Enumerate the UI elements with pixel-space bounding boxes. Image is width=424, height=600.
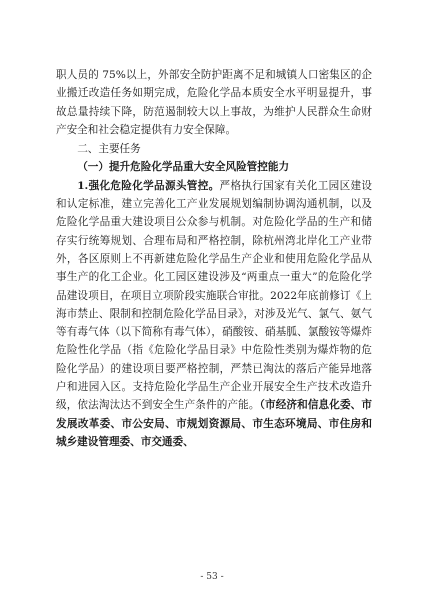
item-1-paragraph xyxy=(56,177,372,451)
page-number: - 53 - xyxy=(200,572,224,582)
item-1-title: 1.强化危险化学品源头管控。 xyxy=(77,179,220,192)
subsection-heading: （一）提升危险化学品重大安全风险管控能力 xyxy=(77,161,290,174)
section-heading: 二、主要任务 xyxy=(77,143,141,156)
item-1-departments: （市经济和信息化委、市发展改革委、市公安局、市规划资源局、市生态环境局、市住房和城乡建设管理委、市交通委、 xyxy=(56,399,372,448)
document-body xyxy=(56,66,372,451)
continuation-paragraph: 职人员的 75%以上，外部安全防护距离不足和城镇人口密集区的企业搬迁改造任务如期完成，危险化学品本质安全水平明显提升，事故总量持续下降，防范遏制较大以上事故，为维护人民群众生命财产安全和社会稳定提供有力安全保障。 xyxy=(56,69,372,136)
item-1-body: 严格执行国家有关化工园区建设和认定标准，建立完善化工产业发展规划编制协调沟通机制，以及危险化学品重大建设项目公众参与机制。对危险化学品的生产和储存实行统筹规划、合理布局和严格控制，除杭州湾北岸化工产业带外，各区原则上不再新建危险化学品生产企业和使用危险化学品从事生产的化工企业。化工园区建设涉及“两重点一重大”的危险化学品建设项目，在项目立项阶段实施联合审批。2022年底前修订《上海市禁止、限制和控制危险化学品目录》，对涉及光气、氯气、氨气等有毒气体（以下简称有毒气体），硝酸铵、硝基胍、氯酸铵等爆炸危险性化学品（指《危险化学品目录》中危险性类别为爆炸物的危险化学品）的建设项目要严格控制，严禁已淘汰的落后产能异地落户和进园入区。支持危险化学品生产企业开展安全生产技术改造升级，依法淘汰达不到安全生产条件的产能。 xyxy=(56,179,372,412)
